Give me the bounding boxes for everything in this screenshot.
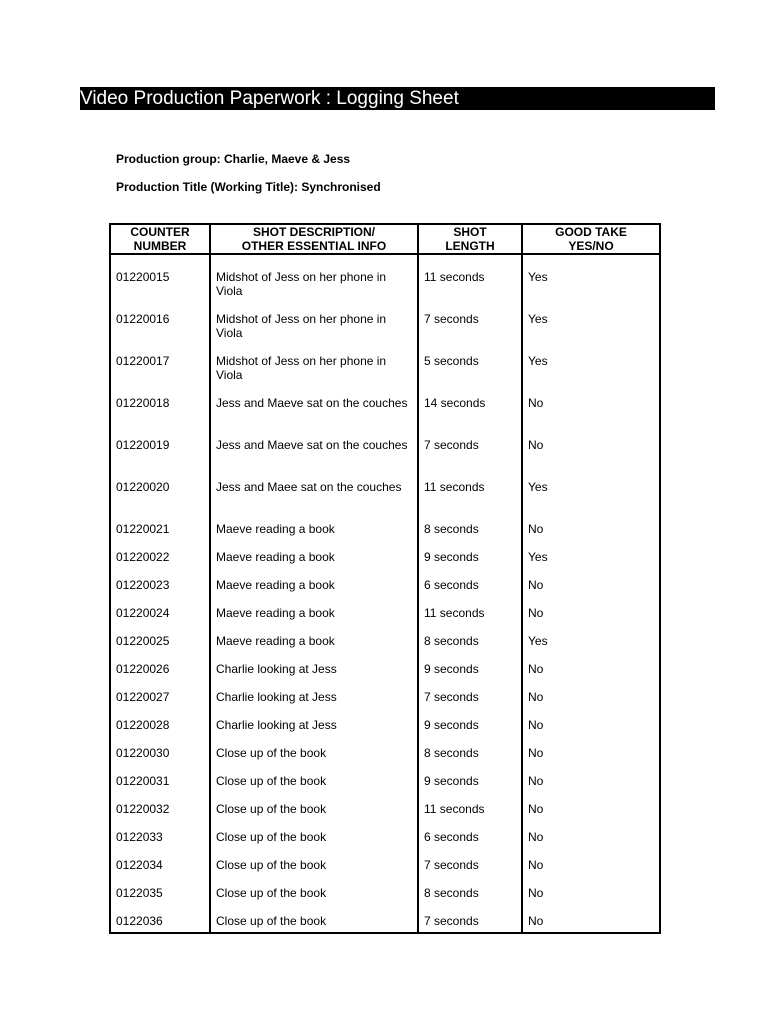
table-header-row	[110, 224, 660, 254]
column-header-counter: COUNTER NUMBER	[110, 224, 210, 254]
cell-good-take: No	[522, 746, 660, 774]
cell-length: 14 seconds	[418, 396, 522, 438]
cell-length: 7 seconds	[418, 438, 522, 480]
cell-description: Close up of the book	[210, 774, 418, 802]
cell-good-take: No	[522, 886, 660, 914]
table-row	[110, 522, 660, 550]
cell-length: 11 seconds	[418, 254, 522, 312]
cell-counter: 01220031	[116, 774, 170, 788]
cell-length: 7 seconds	[418, 858, 522, 886]
cell-counter: 01220017	[116, 354, 170, 368]
table-row	[110, 662, 660, 690]
production-group: Production group: Charlie, Maeve & Jess	[116, 152, 351, 166]
cell-length: 11 seconds	[418, 802, 522, 830]
cell-length: 7 seconds	[418, 690, 522, 718]
table-row	[110, 438, 660, 480]
cell-good-take: No	[522, 858, 660, 886]
cell-good-take: No	[522, 914, 660, 933]
table-body	[110, 254, 660, 933]
cell-counter: 01220025	[116, 634, 170, 648]
cell-length: 9 seconds	[418, 662, 522, 690]
cell-good-take: No	[522, 396, 660, 438]
logging-table	[109, 223, 661, 934]
cell-length: 11 seconds	[418, 480, 522, 522]
cell-description: Close up of the book	[210, 914, 418, 933]
cell-good-take: Yes	[522, 550, 660, 578]
cell-length: 11 seconds	[418, 606, 522, 634]
table-row	[110, 914, 660, 933]
cell-length: 8 seconds	[418, 522, 522, 550]
cell-length: 8 seconds	[418, 886, 522, 914]
cell-counter: 01220018	[116, 396, 170, 410]
cell-description: Charlie looking at Jess	[210, 690, 418, 718]
cell-length: 8 seconds	[418, 634, 522, 662]
table-row	[110, 690, 660, 718]
cell-description: Close up of the book	[210, 746, 418, 774]
cell-length: 5 seconds	[418, 354, 522, 396]
table-row	[110, 254, 660, 312]
cell-description: Close up of the book	[210, 802, 418, 830]
cell-description: Midshot of Jess on her phone in Viola	[210, 254, 418, 312]
cell-description: Charlie looking at Jess	[210, 662, 418, 690]
cell-counter: 01220020	[116, 480, 170, 494]
cell-good-take: No	[522, 578, 660, 606]
cell-good-take: Yes	[522, 634, 660, 662]
cell-good-take: No	[522, 438, 660, 480]
cell-good-take: No	[522, 522, 660, 550]
column-header-good-take: GOOD TAKE YES/NO	[522, 224, 660, 254]
cell-counter: 0122036	[116, 914, 163, 928]
cell-counter: 0122034	[116, 858, 163, 872]
table-row	[110, 746, 660, 774]
table-row	[110, 802, 660, 830]
cell-description: Maeve reading a book	[210, 522, 418, 550]
cell-description: Close up of the book	[210, 858, 418, 886]
table-row	[110, 858, 660, 886]
cell-counter: 01220023	[116, 578, 170, 592]
table-row	[110, 396, 660, 438]
table-row	[110, 312, 660, 354]
cell-description: Close up of the book	[210, 886, 418, 914]
cell-length: 7 seconds	[418, 312, 522, 354]
cell-good-take: Yes	[522, 312, 660, 354]
table-row	[110, 550, 660, 578]
cell-good-take: Yes	[522, 354, 660, 396]
cell-counter: 0122033	[116, 830, 163, 844]
table-row	[110, 774, 660, 802]
cell-description: Maeve reading a book	[210, 550, 418, 578]
table-row	[110, 354, 660, 396]
cell-good-take: Yes	[522, 254, 660, 312]
table-row	[110, 718, 660, 746]
cell-description: Maeve reading a book	[210, 578, 418, 606]
cell-counter: 01220019	[116, 438, 170, 452]
cell-length: 9 seconds	[418, 550, 522, 578]
cell-counter: 01220015	[116, 270, 170, 284]
cell-counter: 01220030	[116, 746, 170, 760]
cell-good-take: No	[522, 774, 660, 802]
cell-length: 8 seconds	[418, 746, 522, 774]
cell-description: Midshot of Jess on her phone in Viola	[210, 354, 418, 396]
column-header-description: SHOT DESCRIPTION/ OTHER ESSENTIAL INFO	[210, 224, 418, 254]
cell-good-take: No	[522, 802, 660, 830]
cell-description: Jess and Maeve sat on the couches	[210, 438, 418, 480]
table-row	[110, 886, 660, 914]
cell-length: 6 seconds	[418, 830, 522, 858]
cell-length: 6 seconds	[418, 578, 522, 606]
cell-counter: 0122035	[116, 886, 163, 900]
cell-counter: 01220024	[116, 606, 170, 620]
cell-description: Charlie looking at Jess	[210, 718, 418, 746]
table-row	[110, 578, 660, 606]
cell-counter: 01220021	[116, 522, 170, 536]
production-title: Production Title (Working Title): Synchronised	[116, 180, 381, 194]
table-row	[110, 634, 660, 662]
cell-good-take: No	[522, 718, 660, 746]
cell-description: Close up of the book	[210, 830, 418, 858]
cell-good-take: No	[522, 662, 660, 690]
column-header-length: SHOT LENGTH	[418, 224, 522, 254]
cell-good-take: Yes	[522, 480, 660, 522]
cell-counter: 01220016	[116, 312, 170, 326]
cell-description: Jess and Maeve sat on the couches	[210, 396, 418, 438]
page-title: Video Production Paperwork : Logging Sheet	[80, 87, 715, 110]
cell-good-take: No	[522, 690, 660, 718]
cell-length: 9 seconds	[418, 718, 522, 746]
table-row	[110, 480, 660, 522]
cell-counter: 01220028	[116, 718, 170, 732]
table-row	[110, 606, 660, 634]
cell-length: 9 seconds	[418, 774, 522, 802]
cell-description: Maeve reading a book	[210, 606, 418, 634]
cell-good-take: No	[522, 606, 660, 634]
cell-good-take: No	[522, 830, 660, 858]
cell-counter: 01220026	[116, 662, 170, 676]
cell-counter: 01220032	[116, 802, 170, 816]
cell-description: Maeve reading a book	[210, 634, 418, 662]
cell-length: 7 seconds	[418, 914, 522, 933]
cell-description: Jess and Maee sat on the couches	[210, 480, 418, 522]
cell-counter: 01220022	[116, 550, 170, 564]
cell-description: Midshot of Jess on her phone in Viola	[210, 312, 418, 354]
table-row	[110, 830, 660, 858]
cell-counter: 01220027	[116, 690, 170, 704]
